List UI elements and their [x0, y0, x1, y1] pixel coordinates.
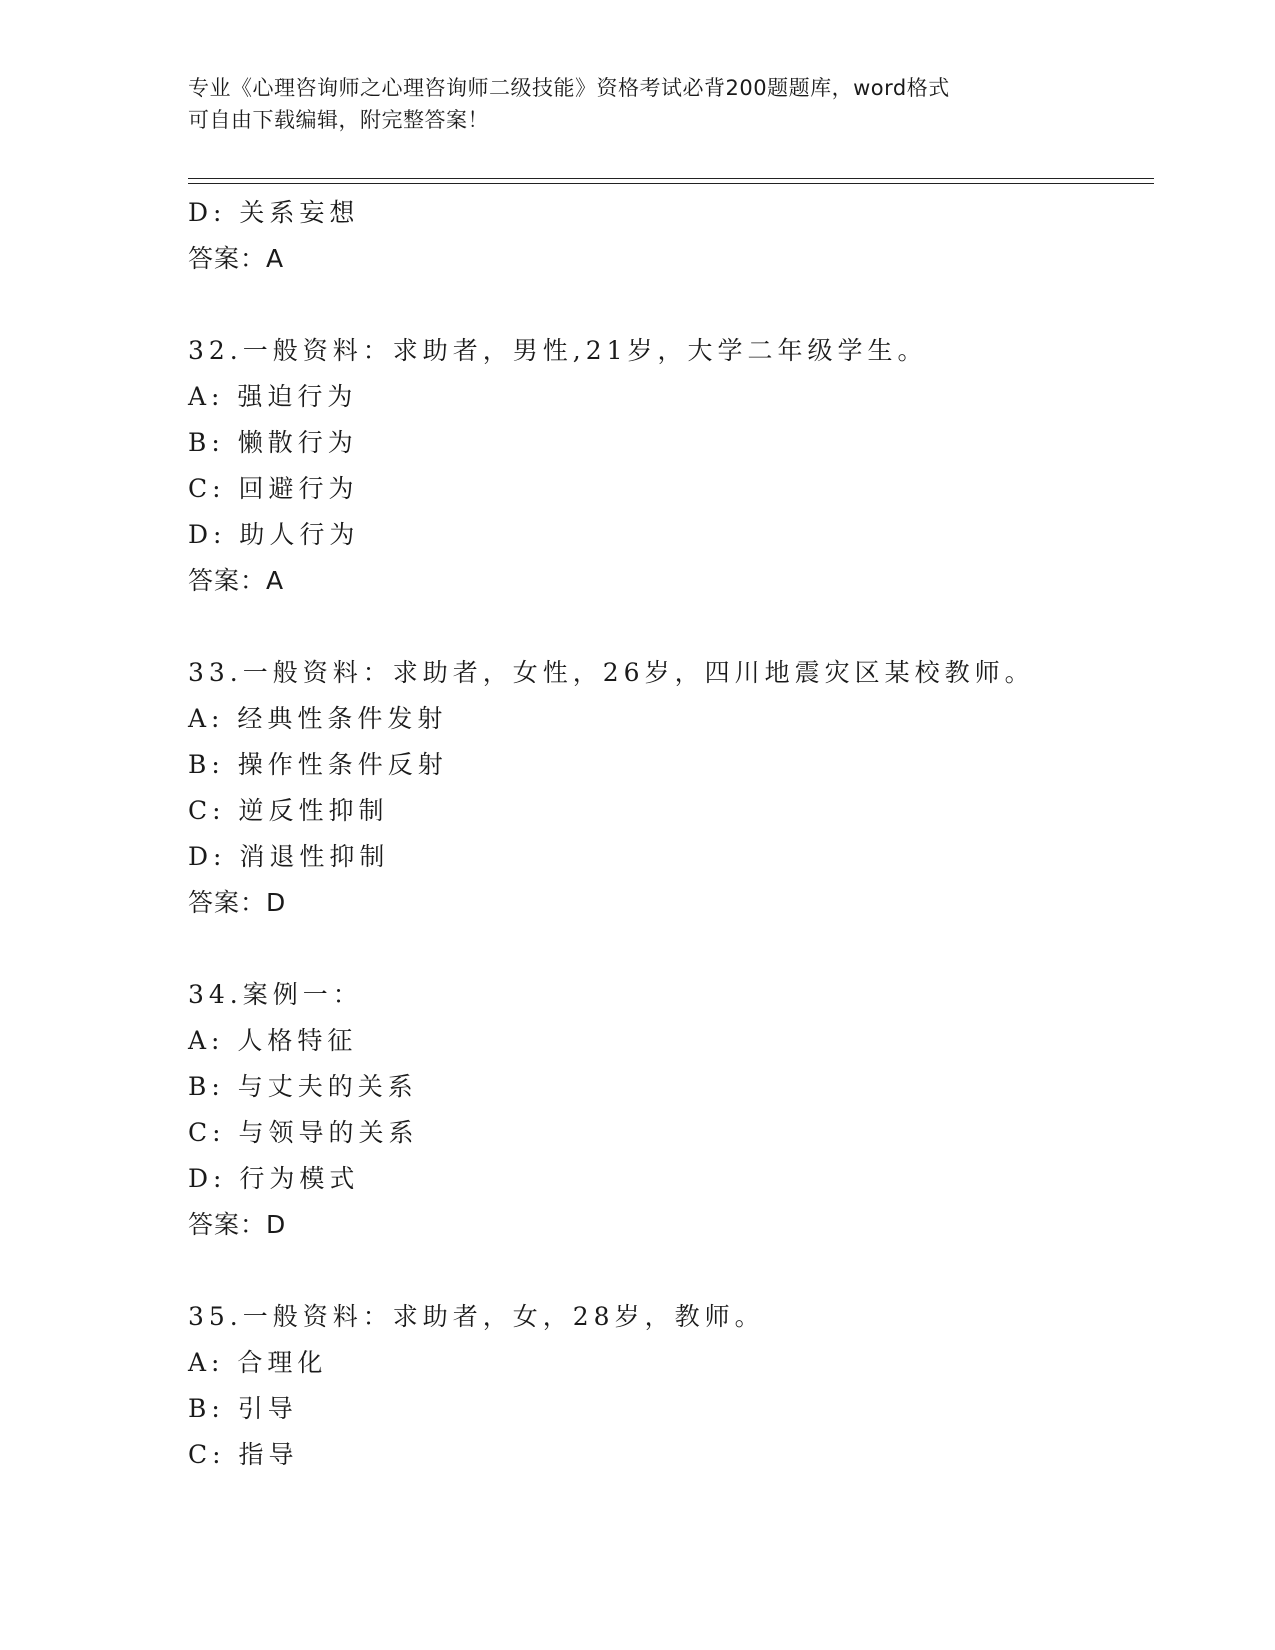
option-a: A: 人格特征: [188, 1026, 358, 1055]
option-a: A: 强迫行为: [188, 382, 358, 411]
option-b: B: 操作性条件反射: [188, 750, 448, 779]
question-stem: 34.案例一：: [188, 980, 363, 1009]
spacer: [188, 1248, 1148, 1294]
question-stem: 32.一般资料：求助者，男性,21岁，大学二年级学生。: [188, 336, 928, 365]
header-divider-bottom: [188, 183, 1154, 184]
option-a: A: 合理化: [188, 1348, 328, 1377]
spacer: [188, 926, 1148, 972]
answer-line: 答案：D: [188, 888, 287, 917]
option-d: D: 助人行为: [188, 520, 360, 549]
answer-line: 答案：D: [188, 1210, 287, 1239]
option-b: B: 引导: [188, 1394, 298, 1423]
question-33: [188, 650, 1148, 926]
document-header: [188, 72, 1088, 136]
question-32: [188, 328, 1148, 604]
option-d: D: 消退性抑制: [188, 842, 390, 871]
header-line-2: 可自由下载编辑，附完整答案！: [188, 108, 489, 132]
option-d: D: 关系妄想: [188, 198, 360, 227]
option-c: C: 回避行为: [188, 474, 359, 503]
question-stem: 33.一般资料：求助者，女性，26岁，四川地震灾区某校教师。: [188, 658, 1035, 687]
spacer: [188, 282, 1148, 328]
option-b: B: 与丈夫的关系: [188, 1072, 418, 1101]
question-list: [188, 190, 1148, 1478]
answer-line: 答案：A: [188, 566, 285, 595]
header-line-1: 专业《心理咨询师之心理咨询师二级技能》资格考试必背200题题库，word格式: [188, 76, 950, 100]
option-d: D: 行为模式: [188, 1164, 360, 1193]
header-divider-top: [188, 178, 1154, 179]
option-c: C: 指导: [188, 1440, 299, 1469]
option-b: B: 懒散行为: [188, 428, 358, 457]
question-stem: 35.一般资料：求助者，女，28岁，教师。: [188, 1302, 765, 1331]
option-c: C: 与领导的关系: [188, 1118, 419, 1147]
question-34: [188, 972, 1148, 1248]
question-35: [188, 1294, 1148, 1478]
spacer: [188, 604, 1148, 650]
answer-line: 答案：A: [188, 244, 285, 273]
option-a: A: 经典性条件发射: [188, 704, 448, 733]
option-c: C: 逆反性抑制: [188, 796, 389, 825]
